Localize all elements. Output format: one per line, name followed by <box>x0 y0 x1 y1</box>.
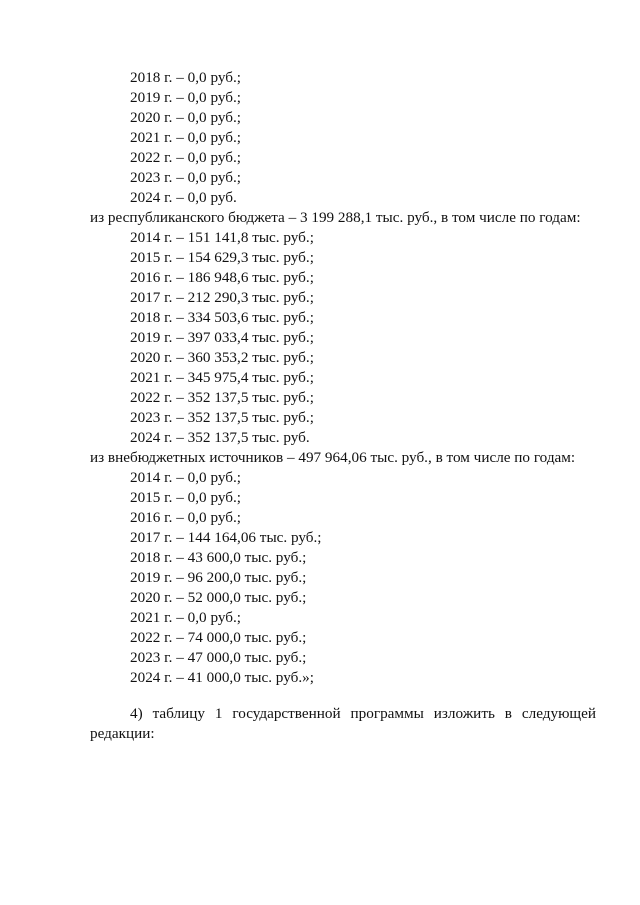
budget-line-2024: 2024 г. – 0,0 руб. <box>130 189 237 206</box>
paragraph-4-line-2: редакции: <box>90 725 155 742</box>
republican-line-2014: 2014 г. – 151 141,8 тыс. руб.; <box>130 229 314 246</box>
budget-line-2021: 2021 г. – 0,0 руб.; <box>130 129 241 146</box>
republican-line-2016: 2016 г. – 186 948,6 тыс. руб.; <box>130 269 314 286</box>
extrabudgetary-line-2014: 2014 г. – 0,0 руб.; <box>130 469 241 486</box>
extrabudgetary-line-2022: 2022 г. – 74 000,0 тыс. руб.; <box>130 629 307 646</box>
extrabudgetary-line-2018: 2018 г. – 43 600,0 тыс. руб.; <box>130 549 307 566</box>
extrabudgetary-heading: из внебюджетных источников – 497 964,06 тыс. руб., в том числе по годам: <box>90 449 576 466</box>
extrabudgetary-line-2020: 2020 г. – 52 000,0 тыс. руб.; <box>130 589 307 606</box>
republican-line-2019: 2019 г. – 397 033,4 тыс. руб.; <box>130 329 314 346</box>
budget-line-2019: 2019 г. – 0,0 руб.; <box>130 89 241 106</box>
paragraph-4-line-1 <box>90 704 596 724</box>
extrabudgetary-line-2016: 2016 г. – 0,0 руб.; <box>130 509 241 526</box>
budget-line-2023: 2023 г. – 0,0 руб.; <box>130 169 241 186</box>
republican-line-2021: 2021 г. – 345 975,4 тыс. руб.; <box>130 369 314 386</box>
republican-line-2015: 2015 г. – 154 629,3 тыс. руб.; <box>130 249 314 266</box>
republican-line-2022: 2022 г. – 352 137,5 тыс. руб.; <box>130 389 314 406</box>
extrabudgetary-line-2021: 2021 г. – 0,0 руб.; <box>130 609 241 626</box>
extrabudgetary-line-2015: 2015 г. – 0,0 руб.; <box>130 489 241 506</box>
extrabudgetary-line-2019: 2019 г. – 96 200,0 тыс. руб.; <box>130 569 307 586</box>
budget-line-2018: 2018 г. – 0,0 руб.; <box>130 69 241 86</box>
republican-budget-heading: из республиканского бюджета – 3 199 288,1 тыс. руб., в том числе по годам: <box>90 209 581 226</box>
budget-line-2022: 2022 г. – 0,0 руб.; <box>130 149 241 166</box>
republican-line-2020: 2020 г. – 360 353,2 тыс. руб.; <box>130 349 314 366</box>
paragraph-4-text: 4) таблицу 1 государственной программы изложить в следующей <box>130 705 596 722</box>
extrabudgetary-line-2023: 2023 г. – 47 000,0 тыс. руб.; <box>130 649 307 666</box>
republican-line-2017: 2017 г. – 212 290,3 тыс. руб.; <box>130 289 314 306</box>
budget-line-2020: 2020 г. – 0,0 руб.; <box>130 109 241 126</box>
extrabudgetary-line-2024: 2024 г. – 41 000,0 тыс. руб.»; <box>130 669 314 686</box>
republican-line-2023: 2023 г. – 352 137,5 тыс. руб.; <box>130 409 314 426</box>
republican-line-2018: 2018 г. – 334 503,6 тыс. руб.; <box>130 309 314 326</box>
republican-line-2024: 2024 г. – 352 137,5 тыс. руб. <box>130 429 310 446</box>
extrabudgetary-line-2017: 2017 г. – 144 164,06 тыс. руб.; <box>130 529 322 546</box>
